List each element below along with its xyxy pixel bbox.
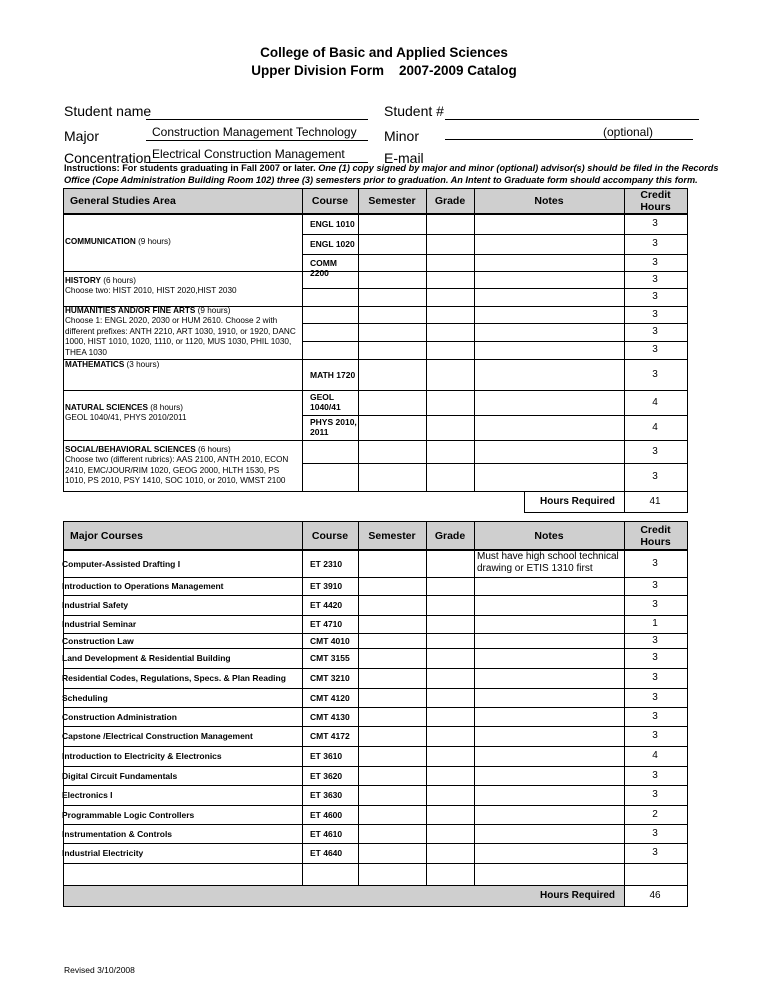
credit-hours: 3: [652, 847, 658, 858]
grade-cell[interactable]: [426, 288, 475, 307]
grade-cell[interactable]: [426, 766, 475, 786]
notes-cell[interactable]: [474, 254, 625, 272]
area-hours: (9 hours): [195, 306, 231, 315]
course-name: Capstone /Electrical Construction Management: [62, 731, 253, 741]
header-grade: Grade: [434, 195, 466, 207]
credit-hours: 1: [652, 618, 658, 629]
notes-cell[interactable]: [474, 863, 625, 886]
header-notes: Notes: [534, 529, 564, 542]
course-code: ET 4640: [310, 848, 343, 858]
form-title: College of Basic and Applied Sciences: [260, 45, 508, 60]
semester-cell[interactable]: [358, 271, 427, 289]
grade-cell[interactable]: [426, 863, 475, 886]
area-hours: (3 hours): [124, 360, 160, 369]
semester-cell[interactable]: [358, 688, 427, 708]
semester-cell[interactable]: [358, 668, 427, 689]
header-credit-hours: Credit Hours: [640, 189, 671, 213]
area-hours: (6 hours): [195, 445, 231, 454]
course-code: ET 3610: [310, 751, 343, 761]
grade-cell[interactable]: [426, 390, 475, 416]
course-code: CMT 4120: [310, 692, 350, 703]
notes-cell[interactable]: [474, 577, 625, 596]
area-hours: (8 hours): [147, 403, 183, 412]
hours-required-label: Hours Required: [540, 496, 616, 507]
notes-cell[interactable]: [474, 359, 625, 391]
course-code: ET 4610: [310, 828, 343, 839]
course-name: Instrumentation & Controls: [62, 828, 173, 839]
course-code: ET 2310: [310, 558, 343, 569]
grade-cell[interactable]: [426, 577, 475, 596]
course-name: Computer-Assisted Drafting I: [62, 558, 181, 569]
notes-cell[interactable]: [474, 766, 625, 786]
notes-cell[interactable]: [474, 843, 625, 864]
course-code: ET 3910: [310, 581, 343, 591]
credit-hours: 3: [652, 344, 658, 355]
area-description: [65, 445, 297, 487]
minor-label: Minor: [384, 128, 420, 144]
course-code: CMT 4010: [310, 635, 350, 646]
course-code: ET 4600: [310, 809, 343, 820]
course-code: ET 3620: [310, 770, 343, 781]
header-course: Course: [311, 529, 349, 542]
credit-hours: 3: [652, 652, 658, 663]
form-subtitle: Upper Division Form 2007-2009 Catalog: [251, 63, 517, 78]
semester-cell[interactable]: [358, 615, 427, 634]
course-cell[interactable]: [302, 306, 359, 324]
semester-cell[interactable]: [358, 805, 427, 825]
grade-cell[interactable]: [426, 323, 475, 342]
course-name: Electronics I: [62, 790, 113, 800]
semester-cell[interactable]: [358, 359, 427, 391]
credit-hours: 3: [652, 308, 658, 320]
course-code: ET 3630: [310, 790, 343, 800]
grade-cell[interactable]: [426, 707, 475, 727]
grade-cell[interactable]: [426, 341, 475, 360]
grade-cell[interactable]: [426, 805, 475, 825]
course-name: Scheduling: [62, 692, 108, 703]
course-cell[interactable]: [302, 341, 359, 360]
area-hours: (9 hours): [135, 237, 171, 246]
course-cell[interactable]: [302, 440, 359, 464]
area-description: [65, 403, 297, 424]
notes-cell[interactable]: [474, 463, 625, 492]
concentration-label: Concentration: [64, 150, 152, 166]
area-description: [65, 237, 297, 247]
credit-hours: 3: [652, 827, 658, 839]
course-name: Introduction to Electricity & Electronics: [62, 751, 222, 761]
semester-cell[interactable]: [358, 323, 427, 342]
grade-cell[interactable]: [426, 824, 475, 844]
area-description: [65, 360, 297, 370]
credit-hours: 3: [652, 672, 658, 683]
course-name: Construction Law: [62, 635, 134, 646]
grade-cell[interactable]: [426, 463, 475, 492]
notes-cell[interactable]: [474, 615, 625, 634]
notes-cell[interactable]: [474, 214, 625, 235]
notes-cell[interactable]: [474, 306, 625, 324]
grade-cell[interactable]: [426, 359, 475, 391]
header-semester: Semester: [368, 529, 416, 542]
notes-cell[interactable]: [474, 271, 625, 289]
credit-hours: 3: [652, 769, 658, 781]
area-description: [65, 306, 297, 358]
course-name: Land Development & Residential Building: [62, 653, 231, 663]
credit-hours: 3: [652, 789, 658, 800]
header-notes: Notes: [534, 195, 564, 207]
course-code: CMT 4130: [310, 711, 350, 722]
semester-cell[interactable]: [358, 648, 427, 669]
semester-cell[interactable]: [358, 214, 427, 235]
header-grade: Grade: [434, 529, 466, 542]
notes-cell[interactable]: [474, 746, 625, 767]
notes-cell[interactable]: [474, 688, 625, 708]
notes-cell[interactable]: [474, 440, 625, 464]
grade-cell[interactable]: [426, 615, 475, 634]
notes-cell[interactable]: [474, 648, 625, 669]
grade-cell[interactable]: [426, 440, 475, 464]
course-cell[interactable]: [302, 863, 359, 886]
course-name: Industrial Seminar: [62, 619, 137, 629]
notes-cell[interactable]: [474, 633, 625, 649]
grade-cell[interactable]: [426, 668, 475, 689]
credit-cell: [624, 863, 688, 886]
semester-cell[interactable]: [358, 234, 427, 255]
hours-required-value: 41: [649, 496, 661, 507]
course-cell[interactable]: [302, 463, 359, 492]
notes-cell[interactable]: [474, 390, 625, 416]
area-hours: (6 hours): [100, 276, 136, 285]
semester-cell[interactable]: [358, 766, 427, 786]
semester-cell[interactable]: [358, 306, 427, 324]
hours-required-label: Hours Required: [540, 890, 616, 901]
notes-cell[interactable]: [474, 341, 625, 360]
semester-cell[interactable]: [358, 390, 427, 416]
header-area: Major Courses: [70, 529, 143, 542]
credit-hours: 3: [652, 557, 658, 569]
grade-cell[interactable]: [426, 271, 475, 289]
grade-cell[interactable]: [426, 726, 475, 747]
credit-hours: 3: [652, 599, 658, 610]
course-name: Construction Administration: [62, 711, 177, 722]
course-cell[interactable]: [302, 288, 359, 307]
course-code: CMT 3210: [310, 673, 350, 683]
credit-hours: 3: [652, 218, 658, 229]
credit-hours: 4: [652, 750, 658, 761]
course-code: PHYS 2010, 2011: [310, 417, 357, 437]
course-code: ENGL 1010: [310, 219, 355, 229]
grade-cell[interactable]: [426, 550, 475, 578]
credit-hours: 3: [652, 368, 658, 380]
semester-cell[interactable]: [358, 440, 427, 464]
course-code: ENGL 1020: [310, 239, 355, 249]
grade-cell[interactable]: [426, 306, 475, 324]
notes-cell[interactable]: [474, 785, 625, 806]
grade-cell[interactable]: [426, 648, 475, 669]
area-name: COMMUNICATION: [65, 237, 136, 246]
revised-date: Revised 3/10/2008: [64, 965, 135, 975]
course-name: Programmable Logic Controllers: [62, 809, 195, 820]
course-code: CMT 4172: [310, 731, 350, 741]
grade-cell[interactable]: [426, 234, 475, 255]
major-field[interactable]: Construction Management Technology: [146, 125, 368, 141]
grade-cell[interactable]: [426, 746, 475, 767]
grade-cell[interactable]: [426, 254, 475, 272]
area-requirements: GEOL 1040/41, PHYS 2010/2011: [65, 413, 187, 423]
grade-cell[interactable]: [426, 415, 475, 441]
course-code: MATH 1720: [310, 369, 356, 380]
course-code: ET 4420: [310, 600, 343, 610]
semester-cell[interactable]: [358, 707, 427, 727]
notes-cell[interactable]: [474, 726, 625, 747]
student-number-field[interactable]: [445, 104, 699, 120]
semester-cell[interactable]: [358, 341, 427, 360]
course-code: GEOL 1040/41: [310, 392, 341, 412]
credit-hours: 3: [652, 256, 658, 268]
blank-cell: [63, 863, 303, 886]
minor-field[interactable]: (optional): [445, 125, 693, 140]
semester-cell[interactable]: [358, 550, 427, 578]
area-requirements: Choose 1: ENGL 2020, 2030 or HUM 2610. Choose 2 with different prefixes: ANTH 2210, ART 1030, 1910, or 1920, DANC 1000, HIST 1010, 1020, 1110, or 1120, MUS 1030, PHIL 1030, THEA 1030: [65, 316, 296, 357]
course-code: ET 4710: [310, 619, 343, 629]
course-code: CMT 3155: [310, 653, 350, 663]
credit-hours: 4: [652, 396, 658, 408]
header-semester: Semester: [368, 195, 416, 207]
grade-cell[interactable]: [426, 214, 475, 235]
credit-hours: 3: [652, 238, 658, 249]
area-name: MATHEMATICS: [65, 360, 125, 369]
notes-cell[interactable]: [474, 707, 625, 727]
credit-hours: 3: [652, 580, 658, 591]
semester-cell[interactable]: [358, 463, 427, 492]
semester-cell[interactable]: [358, 843, 427, 864]
notes-cell[interactable]: [474, 595, 625, 616]
area-requirements: Choose two: HIST 2010, HIST 2020,HIST 2030: [65, 286, 237, 296]
credit-hours: 3: [652, 634, 658, 646]
notes-cell[interactable]: [474, 415, 625, 441]
notes-cell[interactable]: [474, 805, 625, 825]
course-name: Introduction to Operations Management: [62, 581, 224, 591]
grade-cell[interactable]: [426, 843, 475, 864]
course-notes: Must have high school technical drawing or ETIS 1310 first: [477, 551, 619, 574]
grade-cell[interactable]: [426, 633, 475, 649]
course-cell[interactable]: [302, 323, 359, 342]
semester-cell[interactable]: [358, 577, 427, 596]
header-course: Course: [311, 195, 349, 207]
header-area: General Studies Area: [70, 195, 176, 207]
area-name: NATURAL SCIENCES: [65, 403, 148, 412]
grade-cell[interactable]: [426, 595, 475, 616]
semester-cell[interactable]: [358, 863, 427, 886]
notes-cell[interactable]: [474, 288, 625, 307]
course-name: Digital Circuit Fundamentals: [62, 770, 178, 781]
student-name-label: Student name: [64, 103, 152, 119]
instructions: Instructions: For students graduating in Fall 2007 or later. One (1) copy signed by major and minor (optional) advisor(s) should be filed in the Records Office (Cope Administration Building Room 102) three (3) semesters prior to graduation. An Intent to Graduate form should accompany this form.: [64, 163, 719, 185]
course-name: Industrial Electricity: [62, 848, 144, 858]
header-credit-hours: Credit Hours: [640, 523, 671, 548]
semester-cell[interactable]: [358, 746, 427, 767]
area-name: SOCIAL/BEHAVIORAL SCIENCES: [65, 445, 196, 454]
major-label: Major: [64, 128, 100, 144]
grade-cell[interactable]: [426, 688, 475, 708]
email-label: E-mail: [384, 150, 424, 166]
course-code: COMM 2200: [310, 257, 337, 278]
notes-cell[interactable]: [474, 323, 625, 342]
area-name: HUMANITIES AND/OR FINE ARTS: [65, 306, 196, 315]
semester-cell[interactable]: [358, 785, 427, 806]
area-description: [65, 276, 297, 297]
notes-cell[interactable]: [474, 824, 625, 844]
semester-cell[interactable]: [358, 415, 427, 441]
semester-cell[interactable]: [358, 254, 427, 272]
student-number-label: Student #: [384, 103, 444, 119]
credit-hours: 3: [652, 710, 658, 722]
semester-cell[interactable]: [358, 595, 427, 616]
credit-hours: 3: [652, 273, 658, 285]
grade-cell[interactable]: [426, 785, 475, 806]
credit-hours: 3: [652, 291, 658, 302]
notes-cell[interactable]: [474, 234, 625, 255]
semester-cell[interactable]: [358, 633, 427, 649]
course-name: Industrial Safety: [62, 600, 129, 610]
course-cell[interactable]: [302, 271, 359, 289]
hours-required-value: 46: [649, 890, 661, 901]
credit-hours: 2: [652, 808, 658, 820]
semester-cell[interactable]: [358, 824, 427, 844]
credit-hours: 3: [652, 730, 658, 741]
course-name: Residential Codes, Regulations, Specs. & Plan Reading: [62, 673, 286, 683]
credit-hours: 3: [652, 326, 658, 337]
concentration-field[interactable]: Electrical Construction Management: [146, 147, 368, 163]
semester-cell[interactable]: [358, 288, 427, 307]
credit-hours: 3: [652, 691, 658, 703]
credit-hours: 4: [652, 421, 658, 433]
semester-cell[interactable]: [358, 726, 427, 747]
student-name-field[interactable]: [146, 104, 368, 120]
area-name: HISTORY: [65, 276, 101, 285]
credit-hours: 3: [652, 445, 658, 457]
notes-cell[interactable]: [474, 668, 625, 689]
credit-hours: 3: [652, 471, 658, 482]
area-requirements: Choose two (different rubrics): AAS 2100, ANTH 2010, ECON 2410, EMC/JOUR/RIM 1020, GEOG 2000, HLTH 1530, PS 1010, PS 2010, PSY 1410, SOC 1010, or 2010, WMST 2100: [65, 455, 289, 486]
